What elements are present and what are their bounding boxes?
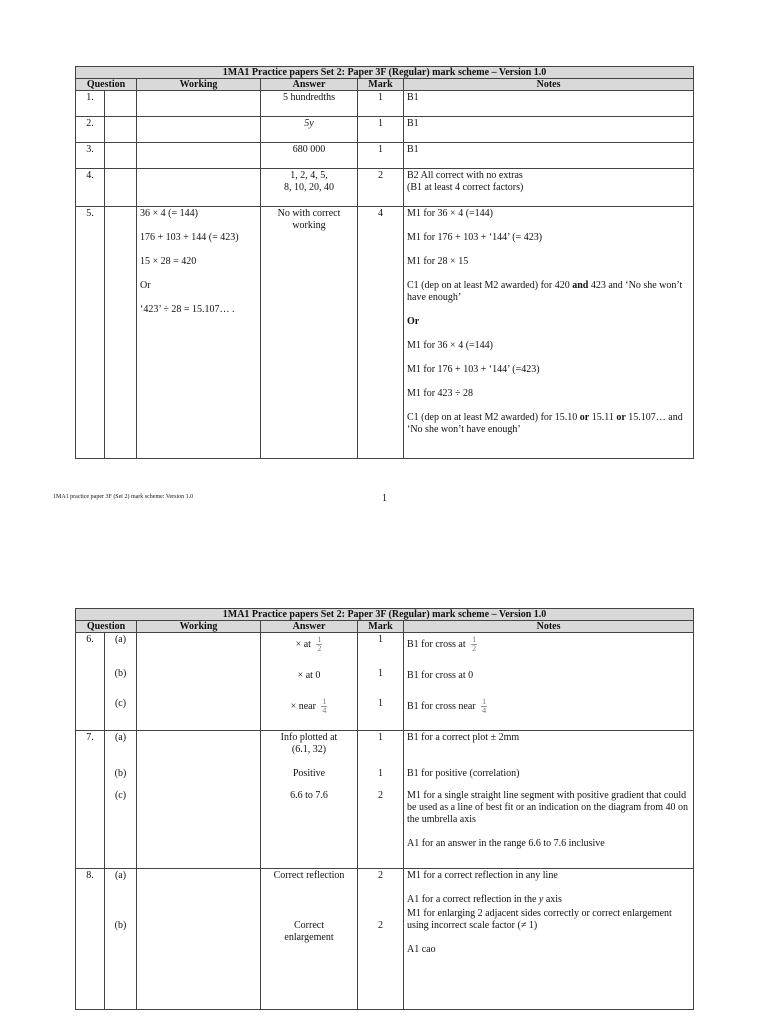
working-line: Or	[140, 280, 151, 291]
answer-text: 5y	[304, 118, 314, 129]
working-line: ‘423’ ÷ 28 = 15.107… .	[140, 304, 235, 315]
question-number: 6.	[76, 633, 105, 731]
column-header-notes: Notes	[404, 621, 694, 633]
part-label: (b)	[114, 668, 127, 679]
mark-cell: 2	[358, 169, 404, 207]
table-row	[76, 731, 694, 869]
fraction: $\frac{1}{2}$	[317, 635, 322, 653]
page-footer: 1MA1 practice paper 3F (Set 2) mark scheme: Version 1.0	[53, 494, 194, 500]
mark-cell: 1	[358, 117, 404, 143]
note-line: C1 (dep on at least M2 awarded) for 420 and 423 and ‘No she won’t have enough’	[407, 280, 683, 303]
column-header-mark: Mark	[358, 621, 404, 633]
table-title: 1MA1 Practice papers Set 2: Paper 3F (Regular) mark scheme – Version 1.0	[76, 67, 694, 79]
answer-cell: 680 000	[261, 143, 358, 169]
answer-cell: No with correct working	[261, 207, 358, 459]
table-row	[76, 91, 694, 117]
note-line: B1 for cross at	[407, 638, 466, 650]
working-line: 15 × 28 = 420	[140, 256, 197, 267]
note-line: M1 for 36 × 4 (=144)	[407, 208, 493, 219]
working-line: 176 + 103 + 144 (= 423)	[140, 232, 239, 243]
mark-cell: 1 1 2	[358, 731, 404, 869]
notes-cell: B1	[404, 117, 694, 143]
mark-cell: 1	[358, 91, 404, 117]
answer-cell: Info plotted at (6.1, 32) Positive 6.6 to 7.6	[261, 731, 358, 869]
table-row	[76, 169, 694, 207]
note-line: B1 for a correct plot ± 2mm	[407, 732, 520, 743]
table-row	[76, 869, 694, 1010]
notes-cell	[404, 731, 694, 869]
table-row	[76, 143, 694, 169]
question-number: 5.	[76, 207, 105, 459]
note-line: M1 for 28 × 15	[407, 256, 469, 267]
answer-cell	[261, 117, 358, 143]
answer-text: × near	[290, 700, 316, 712]
answer-cell: 5 hundredths	[261, 91, 358, 117]
working-cell	[137, 207, 261, 459]
working-line: 36 × 4 (= 144)	[140, 208, 198, 219]
table-title: 1MA1 Practice papers Set 2: Paper 3F (Regular) mark scheme – Version 1.0	[76, 609, 694, 621]
notes-cell	[404, 633, 694, 731]
fraction: $\frac{1}{4}$	[482, 697, 487, 715]
column-header-answer: Answer	[261, 79, 358, 91]
mark-scheme-table-page-2	[75, 608, 694, 1010]
notes-cell	[404, 869, 694, 1010]
note-line: M1 for 36 × 4 (=144)	[407, 340, 493, 351]
part-label: (c)	[114, 698, 127, 709]
column-header-question: Question	[76, 621, 137, 633]
fraction: $\frac{1}{4}$	[322, 697, 327, 715]
note-line: M1 for enlarging 2 adjacent sides correctly or correct enlargement using incorrect scale factor (≠ 1)	[407, 908, 672, 931]
column-header-working: Working	[137, 79, 261, 91]
column-header-answer: Answer	[261, 621, 358, 633]
answer-cell: Correct reflection Correct enlargement	[261, 869, 358, 1010]
part-labels: (a) (b)	[105, 869, 137, 1010]
part-labels	[105, 633, 137, 731]
table-row	[76, 117, 694, 143]
column-header-working: Working	[137, 621, 261, 633]
note-line: A1 for a correct reflection in the y axis	[407, 894, 562, 905]
mark-scheme-table-page-1	[75, 66, 694, 459]
note-line: A1 for an answer in the range 6.6 to 7.6 inclusive	[407, 838, 605, 849]
page-number: 1	[382, 493, 387, 504]
note-line: B1 for cross at 0	[407, 670, 474, 681]
note-line: Or	[407, 316, 420, 327]
table-row	[76, 207, 694, 459]
column-header-notes: Notes	[404, 79, 694, 91]
part-labels: (a) (b) (c)	[105, 731, 137, 869]
note-line: B1 for positive (correlation)	[407, 768, 520, 779]
answer-text: × at 0	[297, 670, 321, 681]
part-label: (a)	[114, 634, 127, 645]
column-header-question: Question	[76, 79, 137, 91]
mark-cell: 2 2	[358, 869, 404, 1010]
mark-cell: 1	[358, 143, 404, 169]
column-header-mark: Mark	[358, 79, 404, 91]
fraction: $\frac{1}{2}$	[472, 635, 477, 653]
mark-cell: 1 1 1	[358, 633, 404, 731]
notes-cell: B1	[404, 91, 694, 117]
notes-cell: B1	[404, 143, 694, 169]
note-line: M1 for a correct reflection in any line	[407, 870, 558, 881]
notes-cell: B2 All correct with no extras (B1 at least 4 correct factors)	[404, 169, 694, 207]
notes-cell	[404, 207, 694, 459]
note-line: M1 for 176 + 103 + ‘144’ (= 423)	[407, 232, 543, 243]
answer-text: × at	[295, 638, 311, 650]
note-line: M1 for 176 + 103 + ‘144’ (=423)	[407, 364, 540, 375]
answer-cell: 1, 2, 4, 5, 8, 10, 20, 40	[261, 169, 358, 207]
question-number: 4.	[76, 169, 105, 207]
question-number: 2.	[76, 117, 105, 143]
note-line: C1 (dep on at least M2 awarded) for 15.10 or 15.11 or 15.107… and ‘No she won’t have enough’	[407, 412, 683, 435]
question-number: 7.	[76, 731, 105, 869]
answer-cell	[261, 633, 358, 731]
question-number: 8.	[76, 869, 105, 1010]
note-line: M1 for 423 ÷ 28	[407, 388, 474, 399]
question-number: 3.	[76, 143, 105, 169]
mark-cell: 4	[358, 207, 404, 459]
question-number: 1.	[76, 91, 105, 117]
note-line: A1 cao	[407, 944, 436, 955]
note-line: M1 for a single straight line segment with positive gradient that could be used as a line of best fit or an indication on the diagram from 40 on the umbrella axis	[407, 790, 689, 825]
table-row	[76, 633, 694, 731]
note-line: B1 for cross near	[407, 700, 476, 712]
